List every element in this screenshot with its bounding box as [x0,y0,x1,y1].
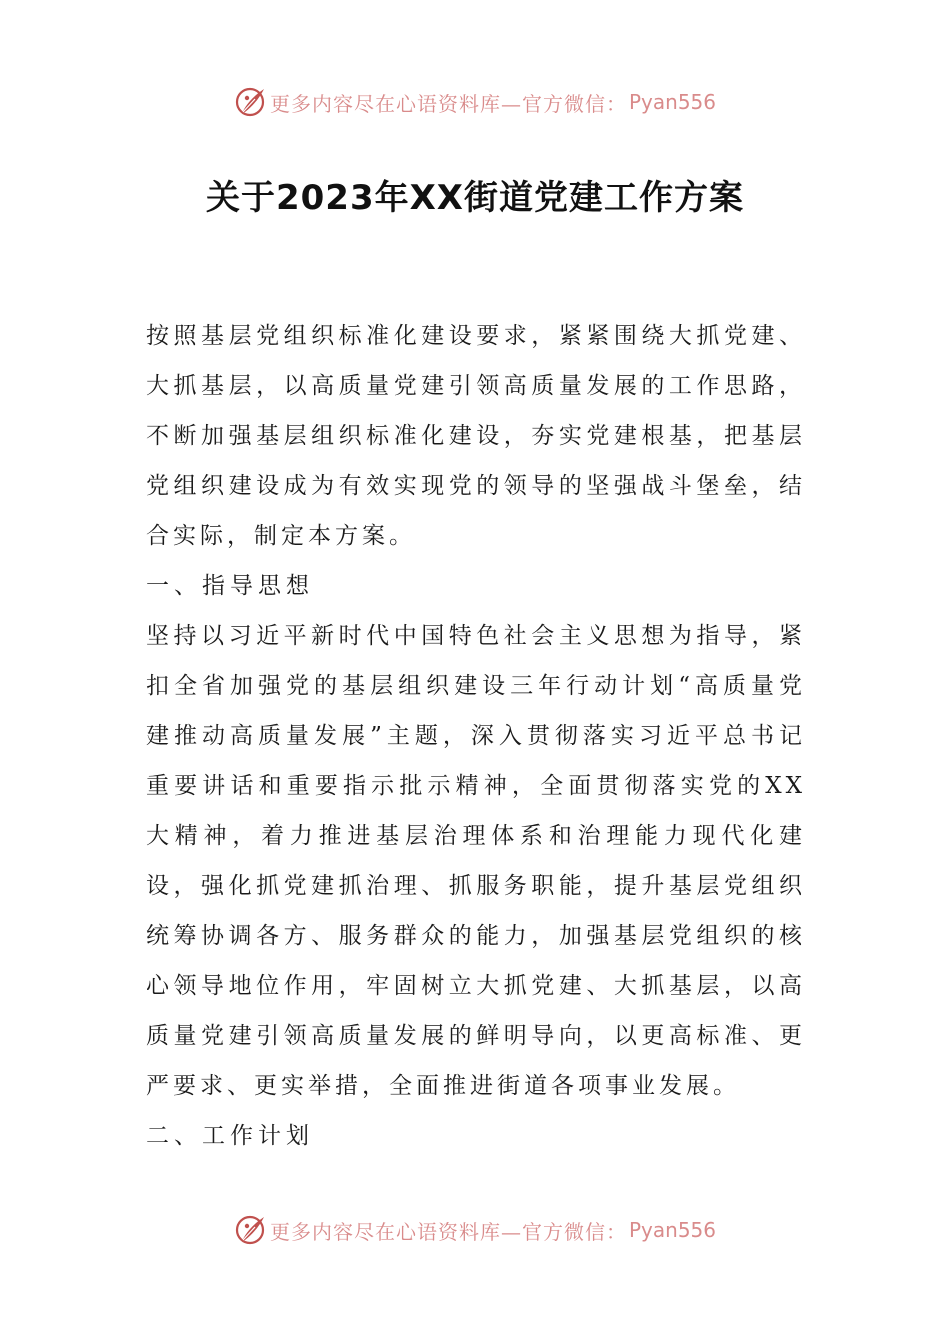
watermark-header [0,82,950,122]
document-title: 关于2023年XX街道党建工作方案 [205,178,745,218]
section-heading-work-plan: 二、工作计划 [146,1123,314,1149]
feather-pen-logo-icon [234,85,268,119]
watermark-handle: Pyan556 [628,90,716,114]
watermark-handle: Pyan556 [628,1218,716,1242]
watermark-text: 更多内容尽在心语资料库—官方微信： [269,91,627,116]
section-heading-guiding-thought: 一、指导思想 [146,573,314,599]
feather-pen-logo-icon [234,1213,268,1247]
guiding-thought-paragraph: 坚持以习近平新时代中国特色社会主义思想为指导，紧扣全省加强党的基层组织建设三年行动计划“高质量党建推动高质量发展”主题，深入贯彻落实习近平总书记重要讲话和重要指示批示精神，全面贯彻落实党的XX大精神，着力推进基层治理体系和治理能力现代化建设，强化抓党建抓治理、抓服务职能，提升基层党组织统筹协调各方、服务群众的能力，加强基层党组织的核心领导地位作用，牢固树立大抓党建、大抓基层，以高质量党建引领高质量发展的鲜明导向，以更高标准、更严要求、更实举措，全面推进街道各项事业发展。 [146,623,806,1099]
watermark-text: 更多内容尽在心语资料库—官方微信： [269,1219,627,1244]
document-body [146,311,806,1161]
intro-paragraph: 按照基层党组织标准化建设要求，紧紧围绕大抓党建、大抓基层，以高质量党建引领高质量发展的工作思路，不断加强基层组织标准化建设，夯实党建根基，把基层党组织建设成为有效实现党的领导的坚强战斗堡垒，结合实际，制定本方案。 [146,323,806,549]
watermark-footer [0,1210,950,1250]
